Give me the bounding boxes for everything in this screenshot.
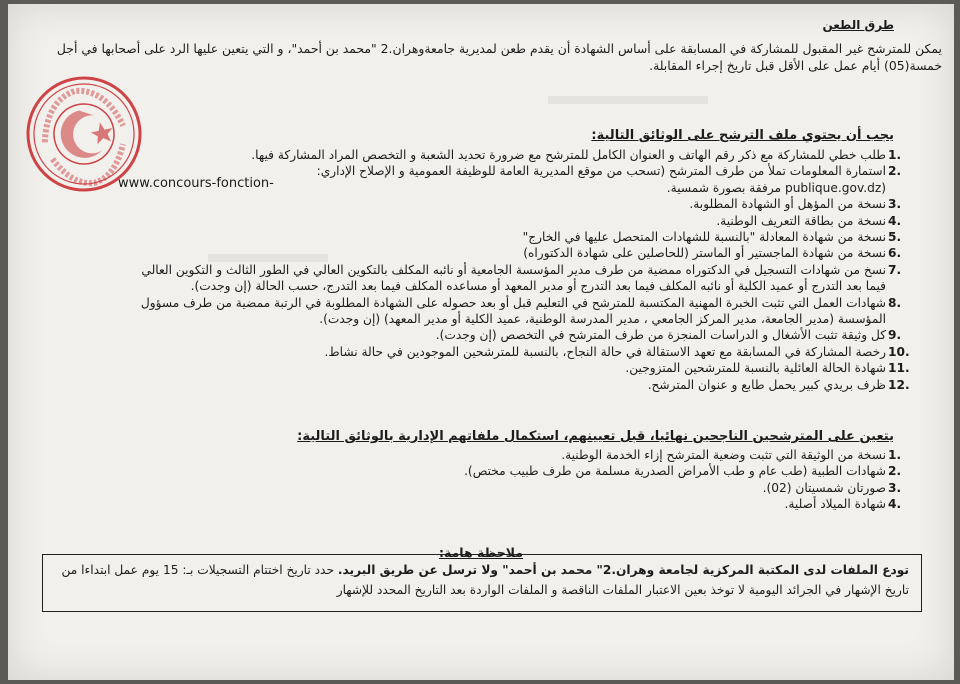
item-number: 6. bbox=[888, 246, 902, 261]
notice-bold-text: تودع الملفات لدى المكتبة المركزية لجامعة وهران.2" محمد بن أحمد" ولا ترسل عن طريق البريد. bbox=[337, 563, 909, 577]
list-item bbox=[350, 480, 910, 496]
list-item bbox=[130, 360, 910, 376]
list-item bbox=[350, 463, 910, 479]
item-number: 8. bbox=[888, 295, 902, 310]
docs-section-title: يجب أن يحتوي ملف الترشح على الوثائق التالية: bbox=[591, 128, 894, 143]
item-number: 12. bbox=[888, 377, 910, 392]
item-number: 3. bbox=[888, 480, 902, 495]
list-item bbox=[130, 229, 910, 245]
item-text: شهادة الميلاد أصلية. bbox=[784, 497, 886, 512]
item-number: 7. bbox=[888, 262, 902, 277]
item-number: 4. bbox=[888, 497, 902, 512]
item-text: نسخة من المؤهل أو الشهادة المطلوبة. bbox=[689, 197, 886, 212]
notice-title: ملاحظة هامة: bbox=[438, 545, 524, 560]
list-item bbox=[130, 213, 910, 229]
list-item bbox=[350, 496, 910, 512]
item-text: شهادة الحالة العائلية بالنسبة للمترشحين المتزوجين. bbox=[625, 361, 886, 376]
list-item bbox=[130, 295, 910, 328]
item-text: صورتان شمسيتان (02). bbox=[762, 480, 886, 495]
item-number: 2. bbox=[888, 464, 902, 479]
list-item bbox=[130, 327, 910, 343]
appeal-heading: طرق الطعن bbox=[822, 18, 894, 32]
item-text: رخصة المشاركة في المسابقة مع تعهد الاستقالة في حالة النجاح، بالنسبة للمترشحين الموجودين في حالة نشاط. bbox=[324, 344, 886, 359]
notice-box bbox=[42, 554, 922, 612]
item-number: 2. bbox=[888, 164, 902, 179]
intro-paragraph: يمكن للمترشح غير المقبول للمشاركة في المسابقة على أساس الشهادة أن يقدم طعن لمديرية جامعةوهران.2 "محمد بن أحمد"، و التي يتعين عليها الرد على أصحابها في أجل خمسة(05) أيام عمل على الأقل قبل تاريخ إجراء المقابلة. bbox=[56, 41, 942, 73]
item-number: 1. bbox=[888, 448, 902, 462]
final-docs-list bbox=[350, 447, 910, 513]
item-text: نسخة من شهادة الماجستير أو الماستر (للحاصلين على شهادة الدكتوراه) bbox=[523, 246, 886, 261]
list-item bbox=[130, 245, 910, 261]
item-number: 1. bbox=[888, 148, 902, 162]
item-number: 5. bbox=[888, 230, 902, 245]
item-text: طلب خطي للمشاركة مع ذكر رقم الهاتف و العنوان الكامل للمترشح مع ضرورة تحديد الشعبة و التخصص المراد المشاركة فيها. bbox=[251, 148, 886, 162]
list-item bbox=[130, 344, 910, 360]
website-url: www.concours-fonction- bbox=[118, 176, 274, 191]
item-number: 3. bbox=[888, 197, 902, 212]
list-item bbox=[130, 196, 910, 212]
list-item bbox=[130, 262, 910, 295]
item-text: شهادات الطبية (طب عام و طب الأمراض الصدرية مسلمة من طرف طبيب مختص). bbox=[464, 464, 886, 479]
item-text: نسخة من شهادة المعادلة "بالنسبة للشهادات المتحصل عليها في الخارج" bbox=[522, 230, 886, 245]
item-text: نسخة من الوثيقة التي تثبت وضعية المترشح إزاء الخدمة الوطنية. bbox=[561, 448, 886, 462]
document-page bbox=[8, 4, 954, 680]
notice-text: حدد تاريخ اختتام التسجيلات بـ: 15 يوم عمل ابتداءا من تاريخ الإشهار في الجرائد اليومية لا توخذ بعين الاعتبار الملفات الناقصة و الملفات الواردة بعد التاريخ المحدد للإشهار bbox=[61, 563, 909, 597]
item-text: (publique.gov.dz مرفقة بصورة شمسية. bbox=[666, 180, 886, 195]
item-text: استمارة المعلومات تملأ من طرف المترشح (تسحب من موقع المديرية العامة للوظيفة العمومية و الإصلاح الإداري: bbox=[316, 164, 886, 179]
official-stamp-icon bbox=[24, 74, 144, 194]
final-docs-title: يتعين على المترشحين الناجحين نهائيا، قبل تعيينهم، استكمال ملفاتهم الإدارية بالوثائق التالية: bbox=[297, 429, 894, 444]
list-item bbox=[130, 377, 910, 393]
bleed-through bbox=[548, 96, 708, 104]
list-item bbox=[350, 447, 910, 463]
item-text: نسخ من شهادات التسجيل في الدكتوراه ممضية من طرف مدير المؤسسة الجامعية أو نائبه المكلف بالتكوين العالي في الطور الثالث و التكوين العالي فيما بعد التدرج أو عميد الكلية أو نائبه المكلف فيما بعد التدرج أو مدير المعهد أو مساعده المكلف فيما بعد التدرج، حسب الحالة (إن وجدت). bbox=[141, 262, 886, 294]
item-number: 11. bbox=[888, 361, 910, 376]
item-text: نسخة من بطاقة التعريف الوطنية. bbox=[716, 213, 886, 228]
list-item bbox=[130, 147, 910, 163]
item-text: كل وثيقة تثبت الأشغال و الدراسات المنجزة من طرف المترشح في التخصص (إن وجدت). bbox=[435, 328, 886, 343]
item-number: 9. bbox=[888, 328, 902, 343]
item-number: 4. bbox=[888, 213, 902, 228]
item-number: 10. bbox=[888, 344, 910, 359]
item-text: شهادات العمل التي تثبت الخبرة المهنية المكتسبة للمترشح في التعليم قبل أو بعد حصوله على الشهادة المطلوبة في الرتبة ممضية من طرف مسؤول المؤسسة (مدير الجامعة، مدير المركز الجامعي ، مدير المدرسة الوطنية، عميد الكلية أو مدير المعهد) (إن وجدت). bbox=[140, 295, 886, 327]
item-text: ظرف بريدي كبير يحمل طابع و عنوان المترشح. bbox=[647, 377, 886, 392]
